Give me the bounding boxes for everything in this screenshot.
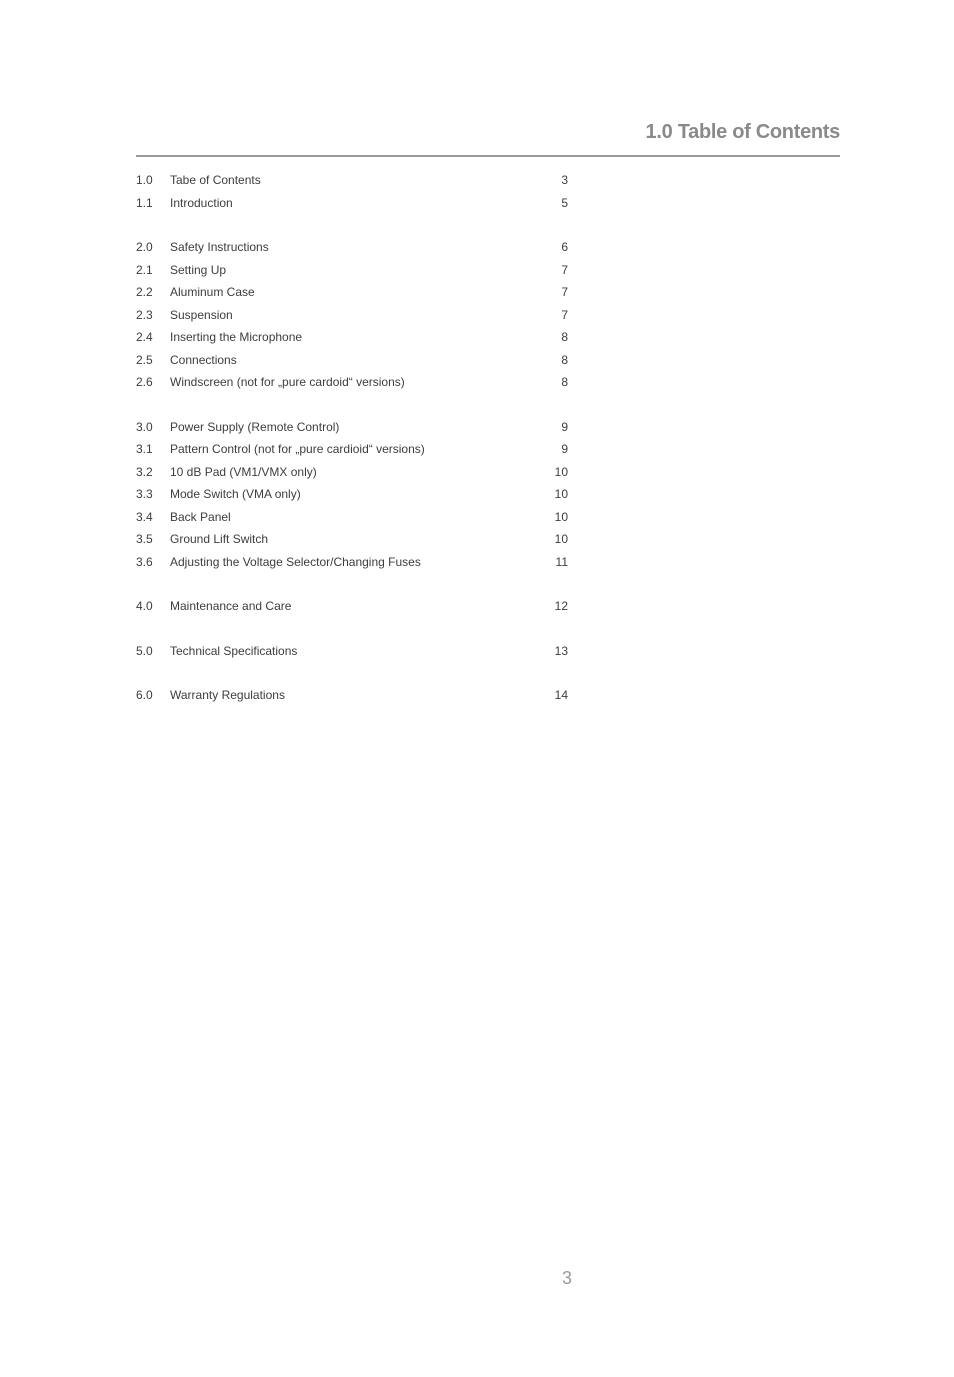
toc-page-number: 14 — [554, 688, 568, 702]
toc-group — [136, 169, 570, 214]
toc-section-title: Introduction — [170, 195, 233, 210]
toc-page-number: 8 — [561, 330, 568, 344]
toc-section-number: 1.1 — [136, 195, 153, 210]
toc-section-title: Safety Instructions — [170, 240, 269, 254]
toc-section-number: 2.5 — [136, 352, 153, 367]
toc-section-title: Inserting the Microphone — [170, 330, 303, 344]
table-of-contents — [136, 169, 570, 729]
toc-entry[interactable] — [136, 236, 570, 259]
toc-entry[interactable] — [136, 304, 570, 327]
toc-section-number: 1.0 — [136, 173, 153, 187]
toc-page-number: 8 — [561, 352, 568, 367]
toc-section-number: 2.0 — [136, 240, 153, 254]
toc-page-number: 9 — [561, 419, 568, 434]
toc-section-number: 3.6 — [136, 554, 153, 569]
toc-page-number: 10 — [554, 487, 568, 501]
toc-page-number: 9 — [561, 442, 568, 456]
toc-section-title: Pattern Control (not for „pure cardioid“ versions) — [170, 442, 425, 456]
toc-section-number: 4.0 — [136, 599, 153, 613]
toc-section-number: 2.6 — [136, 375, 153, 389]
toc-section-number: 2.4 — [136, 330, 153, 344]
toc-section-title: Mode Switch (VMA only) — [170, 487, 301, 501]
toc-entry[interactable] — [136, 595, 570, 618]
toc-section-title: 10 dB Pad (VM1/VMX only) — [170, 464, 317, 479]
toc-group — [136, 640, 570, 663]
toc-entry[interactable] — [136, 259, 570, 282]
toc-entry[interactable] — [136, 506, 570, 529]
toc-entry[interactable] — [136, 349, 570, 372]
toc-page-number: 7 — [561, 307, 568, 322]
toc-group — [136, 684, 570, 707]
toc-page-number: 7 — [561, 285, 568, 299]
toc-page-number: 12 — [554, 599, 568, 613]
toc-section-title: Adjusting the Voltage Selector/Changing Fuses — [170, 554, 421, 569]
toc-section-number: 2.3 — [136, 307, 153, 322]
toc-section-number: 3.1 — [136, 442, 153, 456]
toc-section-title: Warranty Regulations — [170, 688, 285, 702]
toc-page-number: 10 — [554, 464, 568, 479]
toc-group — [136, 236, 570, 394]
toc-section-title: Windscreen (not for „pure cardoid“ versions) — [170, 375, 405, 389]
toc-section-number: 6.0 — [136, 688, 153, 702]
toc-section-number: 2.1 — [136, 262, 153, 277]
title-divider — [136, 155, 840, 157]
toc-entry[interactable] — [136, 281, 570, 304]
toc-page-number: 7 — [561, 262, 568, 277]
toc-page-number: 6 — [561, 240, 568, 254]
toc-page-number: 5 — [561, 195, 568, 210]
toc-section-title: Maintenance and Care — [170, 599, 292, 613]
toc-section-number: 3.3 — [136, 487, 153, 501]
toc-entry[interactable] — [136, 528, 570, 551]
toc-entry[interactable] — [136, 438, 570, 461]
toc-section-number: 3.0 — [136, 419, 153, 434]
toc-section-title: Suspension — [170, 307, 233, 322]
toc-entry[interactable] — [136, 416, 570, 439]
toc-section-number: 3.5 — [136, 532, 153, 546]
toc-section-title: Back Panel — [170, 509, 231, 524]
toc-entry[interactable] — [136, 483, 570, 506]
toc-section-number: 3.4 — [136, 509, 153, 524]
toc-section-number: 2.2 — [136, 285, 153, 299]
toc-section-title: Technical Specifications — [170, 643, 298, 658]
toc-section-title: Power Supply (Remote Control) — [170, 419, 340, 434]
toc-page-number: 10 — [554, 509, 568, 524]
toc-entry[interactable] — [136, 169, 570, 192]
toc-section-title: Aluminum Case — [170, 285, 255, 299]
toc-entry[interactable] — [136, 684, 570, 707]
toc-section-title: Ground Lift Switch — [170, 532, 269, 546]
toc-page-number: 3 — [561, 173, 568, 187]
toc-entry[interactable] — [136, 640, 570, 663]
toc-entry[interactable] — [136, 551, 570, 574]
toc-page-number: 10 — [554, 532, 568, 546]
toc-entry[interactable] — [136, 326, 570, 349]
toc-page-number: 11 — [555, 554, 568, 569]
toc-section-title: Connections — [170, 352, 237, 367]
toc-page-number: 8 — [561, 375, 568, 389]
toc-section-number: 3.2 — [136, 464, 153, 479]
toc-entry[interactable] — [136, 192, 570, 215]
toc-group — [136, 416, 570, 574]
toc-entry[interactable] — [136, 371, 570, 394]
toc-section-title: Setting Up — [170, 262, 227, 277]
page-title: 1.0 Table of Contents — [645, 121, 840, 143]
toc-group — [136, 595, 570, 618]
page-number: 3 — [561, 1268, 572, 1288]
toc-page-number: 13 — [554, 643, 568, 658]
toc-section-number: 5.0 — [136, 643, 153, 658]
toc-entry[interactable] — [136, 461, 570, 484]
toc-section-title: Tabe of Contents — [170, 173, 261, 187]
